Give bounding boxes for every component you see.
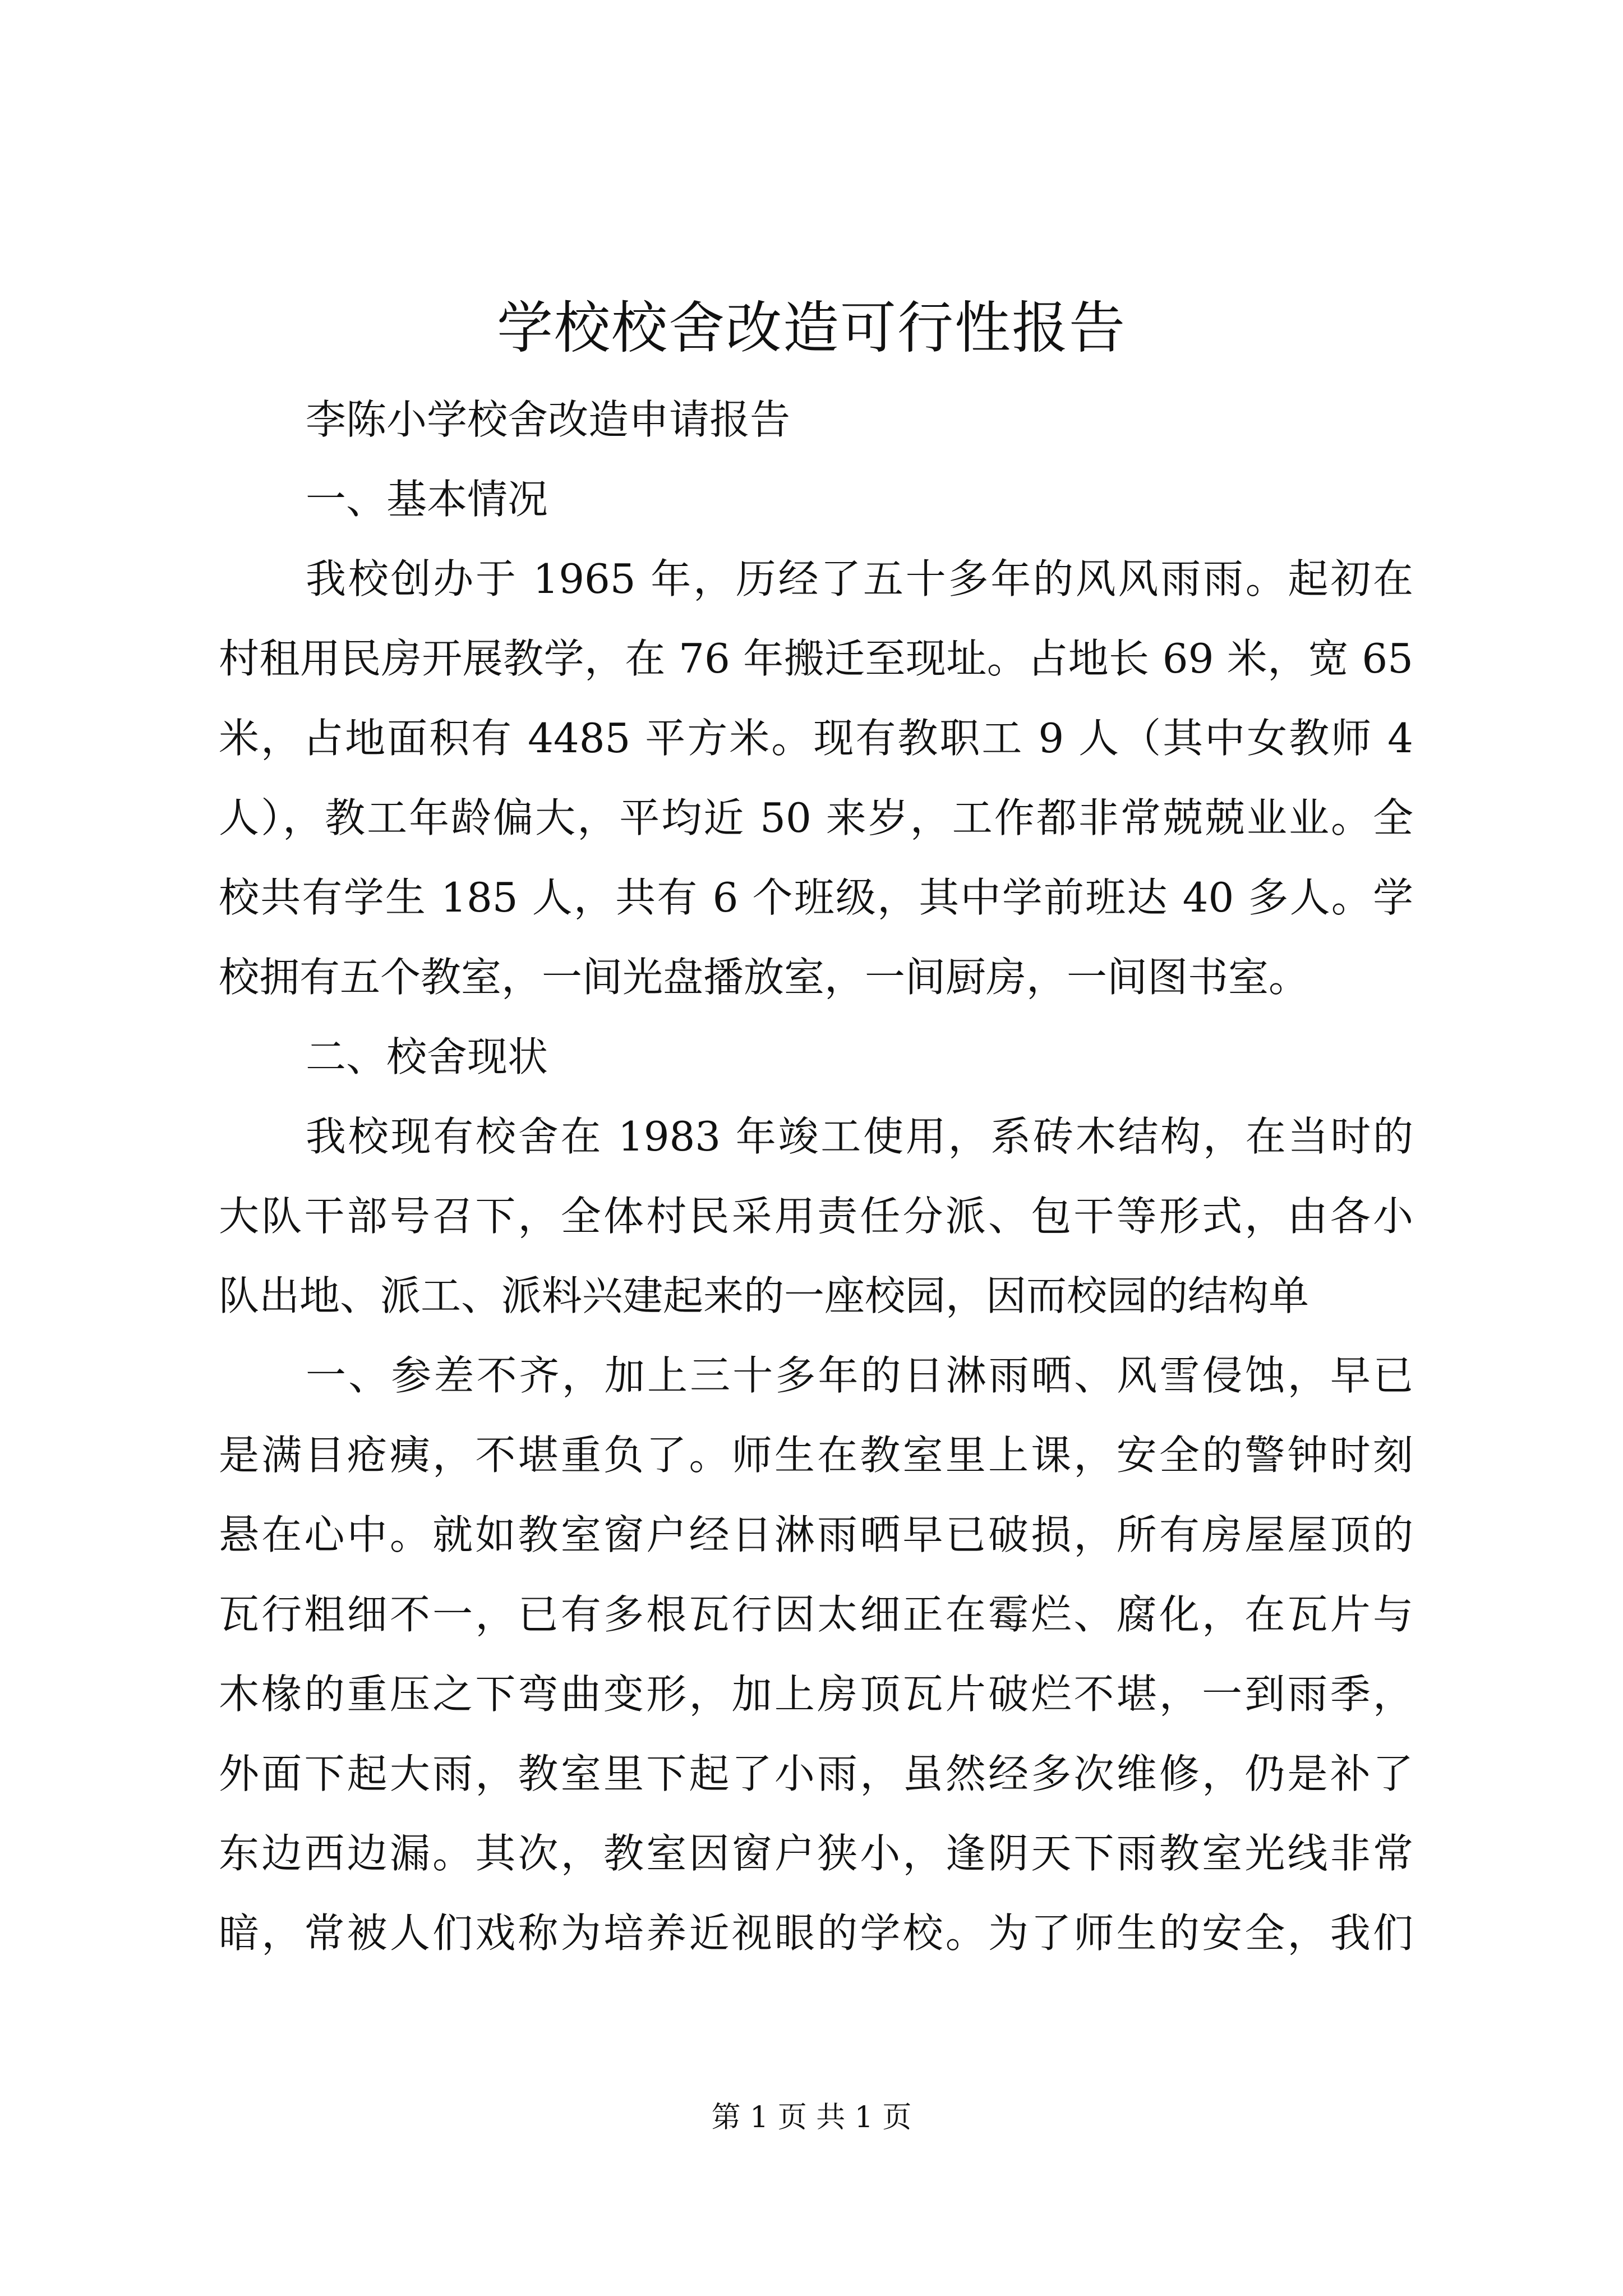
paragraph-line: 是满目疮痍，不堪重负了。师生在教室里上课，安全的警钟时刻 xyxy=(219,1432,1413,1479)
section-heading-basic: 一、基本情况 xyxy=(306,476,548,523)
paragraph-line: 木椽的重压之下弯曲变形，加上房顶瓦片破烂不堪，一到雨季， xyxy=(219,1671,1413,1718)
paragraph-line: 我校创办于 1965 年，历经了五十多年的风风雨雨。起初在 xyxy=(306,555,1413,602)
paragraph-line: 瓦行粗细不一，已有多根瓦行因太细正在霉烂、腐化，在瓦片与 xyxy=(219,1591,1413,1638)
paragraph-line: 外面下起大雨，教室里下起了小雨，虽然经多次维修，仍是补了 xyxy=(219,1750,1413,1797)
paragraph-line: 大队干部号召下，全体村民采用责任分派、包干等形式，由各小 xyxy=(219,1193,1413,1240)
section-heading-status: 二、校舍现状 xyxy=(306,1033,548,1080)
paragraph-line: 村租用民房开展教学，在 76 年搬迁至现址。占地长 69 米，宽 65 xyxy=(219,635,1413,682)
subtitle-line: 李陈小学校舍改造申请报告 xyxy=(306,396,791,443)
paragraph-line: 东边西边漏。其次，教室因窗户狭小，逢阴天下雨教室光线非常 xyxy=(219,1830,1413,1877)
paragraph-line: 校拥有五个教室，一间光盘播放室，一间厨房，一间图书室。 xyxy=(219,954,1310,1001)
paragraph-line: 一、参差不齐，加上三十多年的日淋雨晒、风雪侵蚀，早已 xyxy=(306,1352,1413,1399)
paragraph-line: 暗，常被人们戏称为培养近视眼的学校。为了师生的安全，我们 xyxy=(219,1910,1413,1957)
paragraph-line: 队出地、派工、派料兴建起来的一座校园，因而校园的结构单 xyxy=(219,1272,1310,1319)
paragraph-line: 米，占地面积有 4485 平方米。现有教职工 9 人（其中女教师 4 xyxy=(219,715,1413,762)
paragraph-line: 人），教工年龄偏大，平均近 50 来岁，工作都非常兢兢业业。全 xyxy=(219,794,1413,841)
page-footer: 第 1 页 共 1 页 xyxy=(711,2101,912,2134)
paragraph-line: 校共有学生 185 人，共有 6 个班级，其中学前班达 40 多人。学 xyxy=(219,874,1413,921)
paragraph-line: 悬在心中。就如教室窗户经日淋雨晒早已破损，所有房屋屋顶的 xyxy=(219,1511,1413,1558)
document-title: 学校校舍改造可行性报告 xyxy=(497,295,1126,361)
paragraph-line: 我校现有校舍在 1983 年竣工使用，系砖木结构，在当时的 xyxy=(306,1113,1413,1160)
